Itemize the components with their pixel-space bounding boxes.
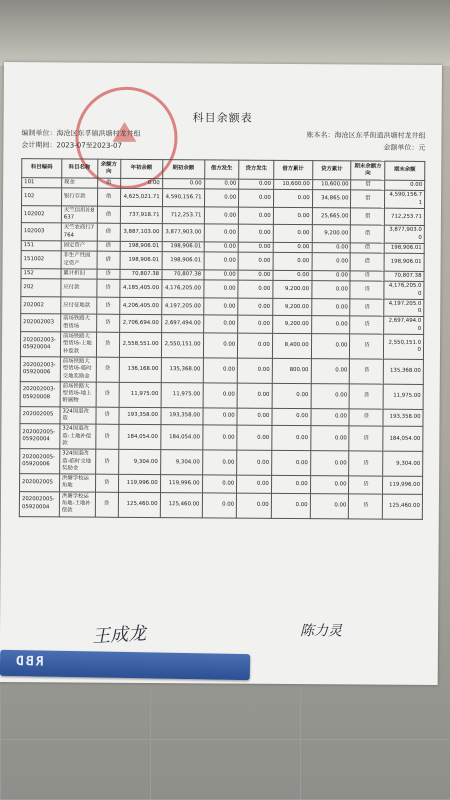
table-cell: 应付征地款 — [61, 297, 97, 315]
table-cell: 4,206,405.00 — [119, 297, 161, 315]
table-cell: 70,807.38 — [162, 270, 204, 281]
table-cell: 0.00 — [203, 280, 238, 298]
table-cell: 198,906.01 — [120, 241, 162, 252]
table-row — [20, 424, 423, 452]
table-cell: 0.00 — [271, 451, 310, 476]
table-cell: 4,176,205.00 — [384, 281, 424, 299]
table-cell: 贷 — [350, 271, 384, 282]
table-cell: 102003 — [21, 223, 61, 241]
table-cell: 324国道改造-土地补偿款 — [60, 424, 96, 449]
table-cell: 119,996.00 — [118, 474, 160, 492]
table-row — [20, 381, 423, 409]
table-cell: 0.00 — [310, 493, 349, 518]
table-cell: 0.00 — [238, 270, 273, 281]
table-cell: 贷 — [349, 426, 383, 451]
table-cell: 0.00 — [273, 225, 312, 243]
table-cell: 0.00 — [238, 225, 273, 243]
table-cell: 119,996.00 — [160, 475, 202, 493]
table-cell: 0.00 — [202, 425, 237, 450]
table-cell: 10,600.00 — [273, 179, 312, 190]
table-cell: 0.00 — [162, 179, 204, 190]
table-cell: 0.00 — [311, 316, 350, 334]
table-cell: 202002003 — [21, 314, 61, 332]
company-label: 编制单位：海沧区东孚镇洪塘村龙井组 — [21, 129, 141, 138]
column-header: 科目名称 — [62, 159, 98, 178]
table-cell: 天竺农商行7764 — [61, 223, 97, 241]
table-cell: 0.00 — [203, 298, 238, 316]
table-cell: 202002005 — [20, 474, 60, 492]
table-cell: 0.00 — [237, 408, 272, 426]
table-cell: 4,625,021.71 — [120, 189, 162, 207]
table-cell: 2,550,151.00 — [161, 333, 203, 358]
table-cell: 贷 — [350, 384, 384, 409]
table-cell: 11,975.00 — [383, 384, 423, 409]
table-cell: 0.00 — [311, 359, 350, 384]
table-cell: 贷 — [96, 297, 119, 315]
table-row — [20, 449, 423, 477]
table-cell: 0.00 — [272, 426, 311, 451]
table-cell: 737,918.71 — [120, 206, 162, 224]
table-cell: 202002005 — [20, 406, 60, 424]
table-cell: 借 — [351, 253, 385, 271]
table-cell: 136,168.00 — [119, 357, 161, 382]
table-cell: 前场铁路大型货场-临时交地奖励金 — [60, 357, 96, 382]
table-cell: 0.00 — [312, 253, 351, 271]
table-cell: 0.00 — [238, 242, 273, 253]
table-cell: 0.00 — [271, 493, 310, 518]
table-cell: 9,304.00 — [383, 451, 423, 476]
table-cell: 固定资产 — [61, 241, 97, 252]
table-cell: 0.00 — [310, 476, 349, 494]
table-cell: 9,304.00 — [118, 450, 160, 475]
table-cell: 3,877,903.00 — [384, 226, 424, 244]
table-cell: 贷 — [350, 281, 384, 299]
table-cell: 0.00 — [237, 425, 272, 450]
table-cell: 193,358.00 — [119, 407, 161, 425]
period-label: 会计期间：2023-07至2023-07 — [21, 141, 122, 150]
table-cell: 4,176,205.00 — [161, 280, 203, 298]
table-cell: 0.00 — [203, 358, 238, 383]
table-cell: 借 — [97, 224, 120, 242]
table-cell: 0.00 — [237, 475, 272, 493]
table-cell: 151002 — [21, 251, 61, 269]
table-cell: 贷 — [96, 407, 119, 425]
table-cell: 198,906.01 — [384, 243, 424, 254]
table-cell: 0.00 — [272, 383, 311, 408]
table-cell: 0.00 — [311, 299, 350, 317]
table-cell: 0.00 — [238, 280, 273, 298]
table-cell: 借 — [351, 190, 385, 208]
blue-ruler — [0, 650, 250, 680]
column-header: 借方发生 — [204, 160, 239, 179]
table-cell: 9,200.00 — [273, 281, 312, 299]
table-cell: 借 — [97, 252, 120, 270]
table-cell: 8,400.00 — [272, 333, 311, 358]
table-cell: 贷 — [349, 409, 383, 427]
table-cell: 119,996.00 — [383, 476, 423, 494]
column-header: 贷方发生 — [239, 160, 274, 179]
table-cell: 非生产性固定资产 — [61, 251, 97, 269]
table-cell: 0.00 — [310, 426, 349, 451]
table-cell: 0.00 — [238, 333, 273, 358]
table-row — [20, 332, 423, 360]
table-row — [19, 491, 422, 519]
document-title: 科目余额表 — [192, 111, 253, 125]
table-cell: 712,253.71 — [162, 206, 204, 224]
table-cell: 0.00 — [311, 334, 350, 359]
table-cell: 0.00 — [385, 180, 425, 191]
table-cell: 198,906.01 — [162, 242, 204, 253]
table-cell: 贷 — [95, 492, 118, 517]
table-cell: 0.00 — [239, 179, 274, 190]
table-cell: 贷 — [96, 357, 119, 382]
table-cell: 贷 — [95, 474, 118, 492]
table-cell: 151 — [21, 241, 61, 252]
table-cell: 0.00 — [273, 242, 312, 253]
table-cell: 借 — [97, 178, 120, 188]
table-cell: 0.00 — [312, 243, 351, 254]
signature-left: 王成龙 — [91, 623, 147, 648]
balance-table — [19, 158, 425, 519]
table-cell: 202 — [21, 279, 61, 297]
table-cell: 184,054.00 — [383, 426, 423, 451]
table-cell: 0.00 — [237, 383, 272, 408]
table-cell: 101 — [22, 178, 62, 189]
table-cell: 前场铁路大型货场 — [60, 314, 96, 332]
table-cell: 125,460.00 — [118, 492, 160, 517]
table-cell: 800.00 — [272, 358, 311, 383]
table-cell: 贷 — [349, 451, 383, 476]
table-cell: 天竺信用社8637 — [61, 206, 97, 224]
table-cell: 0.00 — [203, 383, 238, 408]
table-cell: 4,197,205.00 — [384, 299, 424, 317]
table-cell: 0.00 — [204, 252, 239, 270]
table-cell: 贷 — [96, 382, 119, 407]
table-cell: 0.00 — [238, 316, 273, 334]
table-cell: 0.00 — [271, 475, 310, 493]
column-header: 期初余额 — [162, 160, 204, 179]
table-cell: 0.00 — [237, 358, 272, 383]
table-cell: 0.00 — [203, 333, 238, 358]
table-cell: 202002003-05920008 — [20, 381, 60, 406]
table-cell: 152 — [21, 269, 61, 280]
table-cell: 0.00 — [203, 315, 238, 333]
table-cell: 贷 — [95, 449, 118, 474]
table-cell: 198,906.01 — [162, 252, 204, 270]
table-cell: 0.00 — [311, 281, 350, 299]
table-cell: 贷 — [349, 494, 383, 519]
table-cell: 借 — [351, 208, 385, 226]
table-cell: 贷 — [350, 334, 384, 359]
table-cell: 324国道改造 — [60, 407, 96, 425]
table-cell: 0.00 — [311, 383, 350, 408]
table-cell: 0.00 — [204, 179, 239, 190]
column-header: 期末余额 — [385, 161, 425, 180]
table-cell: 3,887,103.00 — [120, 224, 162, 242]
table-cell: 10,600.00 — [312, 180, 351, 191]
table-cell: 0.00 — [272, 408, 311, 426]
table-cell: 202002005-05920006 — [20, 449, 60, 474]
table-cell: 125,460.00 — [382, 494, 422, 519]
table-cell: 0.00 — [239, 207, 274, 225]
table-cell: 贷 — [96, 315, 119, 333]
table-cell: 贷 — [96, 279, 119, 297]
background-top — [0, 0, 450, 66]
table-cell: 借 — [97, 188, 120, 206]
table-cell: 前场铁路大型货场-地上附属物 — [60, 382, 96, 407]
table-cell: 0.00 — [273, 270, 312, 281]
table-cell: 202002 — [21, 296, 61, 314]
table-cell: 借 — [351, 225, 385, 243]
table-cell: 贷 — [350, 299, 384, 317]
table-cell: 4,185,405.00 — [119, 280, 161, 298]
table-cell: 贷 — [96, 332, 119, 357]
table-cell: 贷 — [350, 316, 384, 334]
table-cell: 135,368.00 — [383, 359, 423, 384]
table-cell: 202002003-05920004 — [20, 332, 60, 357]
document-sheet — [0, 62, 442, 685]
table-cell: 202002003-05920006 — [20, 357, 60, 382]
table-cell: 0.00 — [204, 224, 239, 242]
table-cell: 0.00 — [311, 408, 350, 426]
table-cell: 0.00 — [238, 253, 273, 271]
table-cell: 洪塘学校运角地-土地补偿款 — [59, 492, 95, 517]
table-cell: 借 — [97, 241, 120, 251]
table-cell: 193,358.00 — [383, 409, 423, 427]
table-cell: 0.00 — [238, 298, 273, 316]
table-cell: 贷 — [95, 424, 118, 449]
table-cell: 0.00 — [273, 207, 312, 225]
table-cell: 0.00 — [204, 242, 239, 253]
table-cell: 累计折旧 — [61, 269, 97, 280]
table-cell: 应付款 — [61, 279, 97, 297]
ruler-label: RBD — [13, 654, 44, 670]
table-cell: 11,975.00 — [161, 382, 203, 407]
table-cell: 184,054.00 — [160, 425, 202, 450]
table-cell: 9,200.00 — [312, 225, 351, 243]
table-cell: 银行存款 — [61, 188, 97, 206]
table-cell: 70,807.38 — [120, 269, 162, 280]
table-cell: 0.00 — [120, 178, 162, 189]
table-cell: 0.00 — [204, 189, 239, 207]
table-cell: 2,697,494.00 — [161, 315, 203, 333]
table-cell: 9,200.00 — [273, 298, 312, 316]
column-header: 期末余额方向 — [351, 161, 385, 180]
table-cell: 4,197,205.00 — [161, 297, 203, 315]
table-cell: 198,906.01 — [384, 254, 424, 272]
table-cell: 0.00 — [273, 190, 312, 208]
table-cell: 0.00 — [239, 189, 274, 207]
table-cell: 0.00 — [312, 271, 351, 282]
account-book-label: 账本名：海沧区东孚街道洪塘村龙井组 — [306, 131, 426, 140]
table-row — [20, 357, 423, 385]
table-cell: 4,590,156.71 — [162, 189, 204, 207]
table-cell: 125,460.00 — [160, 492, 202, 517]
table-cell: 借 — [97, 206, 120, 224]
table-cell: 0.00 — [237, 493, 272, 518]
table-cell: 洪塘学校运角地 — [59, 474, 95, 492]
table-cell: 0.00 — [273, 253, 312, 271]
table-cell: 0.00 — [310, 451, 349, 476]
table-cell: 2,697,494.00 — [384, 317, 424, 335]
table-cell: 324国道改造-临时交地奖励金 — [60, 449, 96, 474]
unit-label: 金额单位：元 — [383, 143, 426, 152]
table-cell: 0.00 — [203, 408, 238, 426]
table-cell: 现金 — [61, 178, 97, 189]
table-cell: 0.00 — [204, 207, 239, 225]
column-header: 余额方向 — [97, 159, 120, 178]
table-cell: 712,253.71 — [384, 208, 424, 226]
table-cell: 9,200.00 — [272, 316, 311, 334]
column-header: 科目编码 — [22, 159, 62, 178]
table-cell: 前场铁路大型货场-上地补偿款 — [60, 332, 96, 357]
table-cell: 3,877,903.00 — [162, 224, 204, 242]
table-cell: 贷 — [97, 269, 120, 279]
table-cell: 202002005-05920004 — [19, 491, 59, 516]
table-cell: 0.00 — [202, 493, 237, 518]
column-header: 借方累计 — [273, 160, 312, 179]
column-header: 贷方累计 — [312, 161, 351, 180]
table-cell: 0.00 — [202, 450, 237, 475]
table-cell: 135,368.00 — [161, 358, 203, 383]
table-cell: 193,358.00 — [161, 407, 203, 425]
table-cell: 184,054.00 — [118, 425, 160, 450]
table-cell: 借 — [351, 180, 385, 191]
table-cell: 借 — [351, 243, 385, 254]
background-grid — [0, 686, 450, 800]
table-cell: 202002005-05920004 — [20, 424, 60, 449]
column-header: 年初余额 — [120, 159, 162, 178]
table-cell: 2,558,551.00 — [119, 332, 161, 357]
table-cell: 198,906.01 — [120, 252, 162, 270]
table-cell: 0.00 — [204, 270, 239, 281]
table-cell: 9,304.00 — [160, 450, 202, 475]
table-cell: 2,550,151.00 — [383, 334, 423, 359]
table-cell: 102002 — [21, 206, 61, 224]
table-cell: 34,865.00 — [312, 190, 351, 208]
table-cell: 70,807.38 — [384, 271, 424, 282]
table-cell: 贷 — [349, 476, 383, 494]
table-cell: 0.00 — [202, 475, 237, 493]
table-cell: 4,590,156.71 — [385, 190, 425, 208]
table-cell: 11,975.00 — [119, 382, 161, 407]
table-cell: 2,706,694.00 — [119, 315, 161, 333]
table-cell: 0.00 — [237, 450, 272, 475]
table-cell: 25,665.00 — [312, 208, 351, 226]
table-body — [19, 178, 424, 519]
table-cell: 102 — [21, 188, 61, 206]
table-cell: 贷 — [350, 359, 384, 384]
signature-right: 陈力灵 — [299, 623, 343, 640]
